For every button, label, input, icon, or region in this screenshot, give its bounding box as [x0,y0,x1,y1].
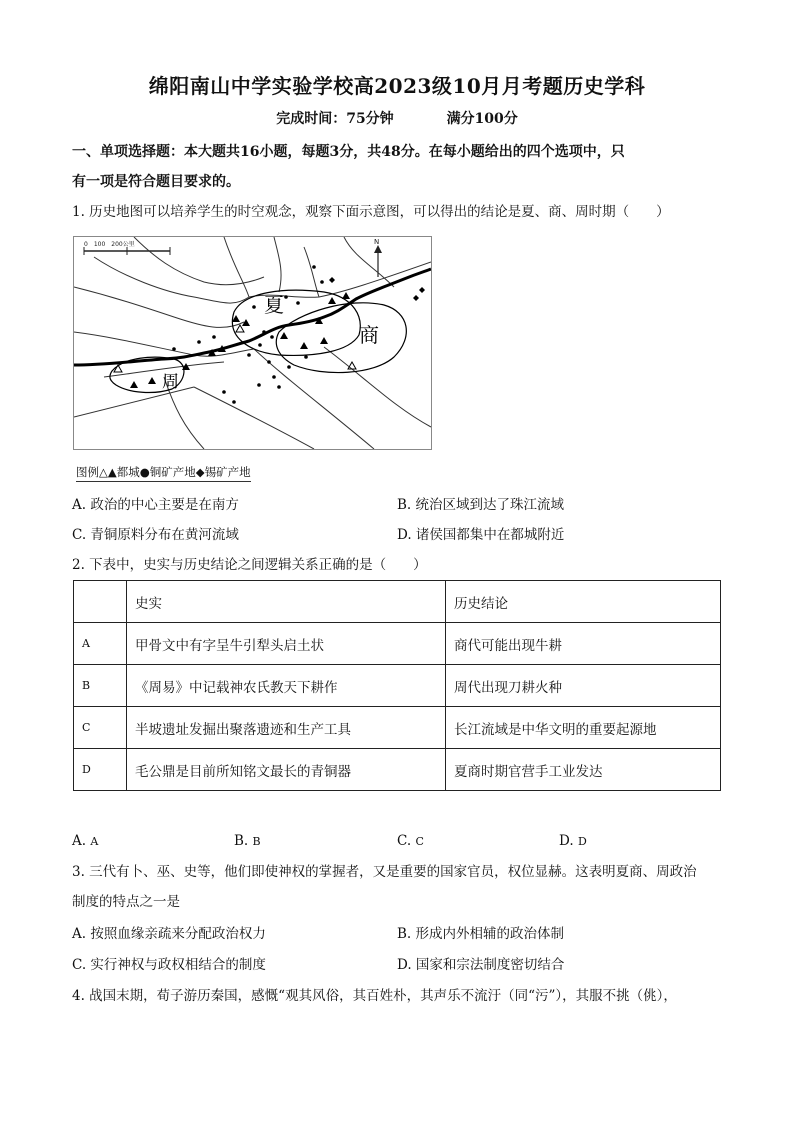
table-header-cell: 史实 [127,581,446,623]
yellow-river [74,269,431,365]
table-cell-conclusion: 商代可能出现牛耕 [446,623,721,665]
table-cell-letter: B [74,665,127,707]
table-row [74,707,721,749]
section-1-line-2: 有一项是符合题目要求的。 [72,174,240,190]
north-arrow-head [374,245,382,253]
shang-label: 商 [359,323,379,347]
q2-option-c[interactable] [397,830,424,853]
q3-option-c[interactable]: C. 实行神权与政权相结合的制度 [72,957,266,973]
question-4-stem-line-1: 4. 战国末期，荀子游历秦国，感慨“观其风俗，其百姓朴，其声乐不流汙（同“污”），其服不挑（佻）， [72,988,677,1004]
table-cell-conclusion: 长江流域是中华文明的重要起源地 [446,707,721,749]
q1-option-a[interactable]: A. 政治的中心主要是在南方 [72,497,239,513]
q1-option-b[interactable]: B. 统治区域到达了珠江流域 [397,497,565,513]
section-1-instructions [72,137,722,197]
table-header-cell: 历史结论 [446,581,721,623]
q3-option-a[interactable]: A. 按照血缘亲疏来分配政治权力 [72,926,266,942]
xia-label: 夏 [264,293,284,317]
copper-mines [172,265,324,404]
q2-option-b[interactable] [234,830,261,853]
table-cell-fact: 《周易》中记载神农氏教天下耕作 [127,665,446,707]
q2-option-b-prefix: B. [234,833,249,849]
q2-option-a[interactable] [72,830,98,853]
table-header-cell [74,581,127,623]
question-3-stem-line-1: 3. 三代有卜、巫、史等，他们即使神权的掌握者，又是重要的国家官员，权位显赫。这表明夏商、周政治 [72,864,697,880]
map-legend: 图例△▲都城●铜矿产地◆锡矿产地 [76,464,251,482]
q1-option-c[interactable]: C. 青铜原料分布在黄河流域 [72,527,239,543]
exam-time: 完成时间：75分钟 [276,111,394,127]
q2-option-d[interactable] [559,830,587,853]
table-row [74,665,721,707]
exam-title: 绵阳南山中学实验学校高2023级10月月考题历史学科 [148,74,646,98]
question-2-stem: 2. 下表中，史实与历史结论之间逻辑关系正确的是（ ） [72,557,427,573]
q2-option-c-value: C [415,835,424,848]
q1-option-d[interactable]: D. 诸侯国都集中在都城附近 [397,527,565,543]
map-drawing [74,237,431,449]
table-header-row [74,581,721,623]
question-1-stem: 1. 历史地图可以培养学生的时空观念，观察下面示意图，可以得出的结论是夏、商、周时期（ ） [72,204,670,220]
q2-option-a-prefix: A. [72,833,87,849]
q3-option-d[interactable]: D. 国家和宗法制度密切结合 [397,957,565,973]
exam-subtitle [0,108,794,128]
shang-region [276,303,406,373]
history-table [73,580,721,791]
section-1-line-1: 一、单项选择题：本大题共16小题，每题3分，共48分。在每小题给出的四个选项中，只 [72,144,625,160]
xia-shang-zhou-map [73,236,432,450]
q2-option-c-prefix: C. [397,833,412,849]
question-3-stem-line-2: 制度的特点之一是 [72,894,180,910]
table-cell-fact: 甲骨文中有字呈牛引犁头启土状 [127,623,446,665]
q2-option-d-prefix: D. [559,833,574,849]
table-cell-letter: D [74,749,127,791]
table-cell-letter: A [74,623,127,665]
table-cell-fact: 半坡遗址发掘出聚落遗迹和生产工具 [127,707,446,749]
q2-option-b-value: B [252,835,261,848]
scale-label: 0 100 200公里 [84,241,135,248]
table-row [74,749,721,791]
table-cell-conclusion: 周代出现刀耕火种 [446,665,721,707]
zhou-label: 周 [162,372,179,392]
table-row [74,623,721,665]
q3-option-b[interactable]: B. 形成内外相辅的政治体制 [397,926,565,942]
exam-score: 满分100分 [446,111,518,127]
table-cell-conclusion: 夏商时期官营手工业发达 [446,749,721,791]
table-cell-letter: C [74,707,127,749]
q2-option-a-value: A [90,835,99,848]
q2-option-d-value: D [577,835,587,848]
table-cell-fact: 毛公鼎是目前所知铭文最长的青铜器 [127,749,446,791]
north-label: N [374,238,380,246]
